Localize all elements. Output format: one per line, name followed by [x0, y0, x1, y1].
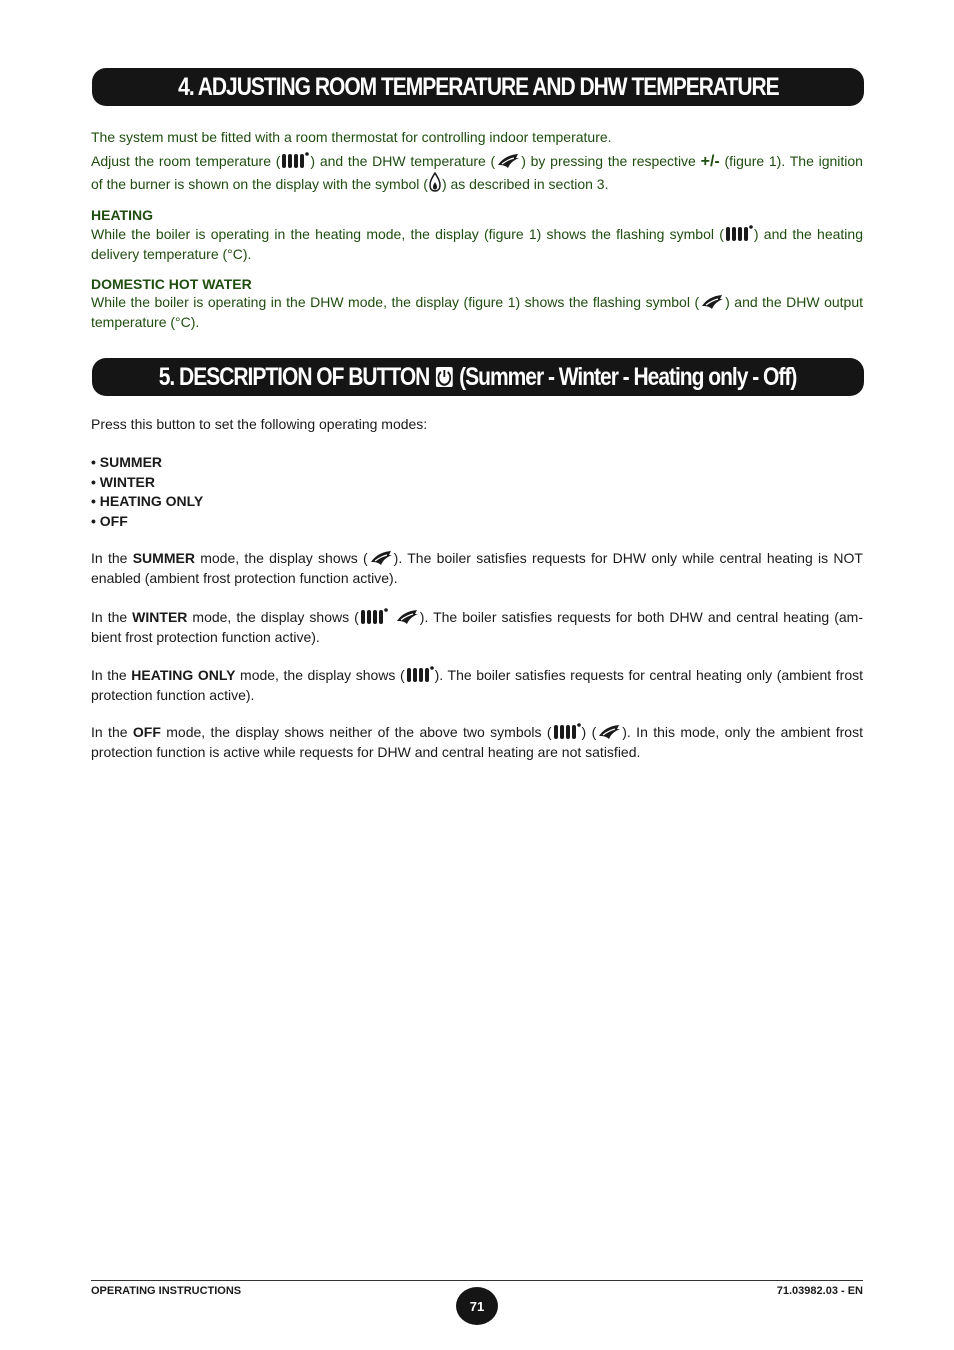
- paragraph-off: In the OFF mode, the display shows neither of the above two symbols ( ) ( ). In this mode, only the ambient frost protection function is active while requests for DHW and central heating are not satisfied.: [91, 724, 863, 760]
- radiator-icon: [553, 722, 581, 740]
- section-5-title: 5. DESCRIPTION OF BUTTON (Summer - Winter - Heating only - Off): [159, 362, 797, 391]
- power-icon: [435, 366, 453, 388]
- list-item: • HEATING ONLY: [91, 493, 204, 509]
- paragraph-thermostat: The system must be fitted with a room thermostat for controlling indoor temperature.: [91, 129, 612, 145]
- radiator-icon: [360, 607, 388, 625]
- flame-icon: [429, 172, 441, 192]
- section-5-banner: [92, 358, 864, 396]
- list-item: • OFF: [91, 512, 128, 529]
- list-item: • SUMMER: [91, 454, 163, 470]
- paragraph-heating-only: In the HEATING ONLY mode, the display shows ( ). The boiler satisfies requests for central heating only (ambient frost protection function active).: [91, 667, 864, 703]
- radiator-icon: [281, 151, 309, 169]
- section-4-title: 4. ADJUSTING ROOM TEMPERATURE AND DHW TEMPERATURE: [177, 72, 779, 101]
- dhw-block: DOMESTIC HOT WATER While the boiler is operating in the DHW mode, the display (figure 1) shows the flashing symbol ( ) and the DHW output temperature (°C).: [91, 276, 863, 330]
- tap-icon: [496, 153, 520, 169]
- page-number: 71: [456, 1287, 498, 1325]
- paragraph-adjust: Adjust the room temperature ( ) and the DHW temperature ( ) by pressing the respective +/- (figure 1). The ignition of the burner is shown on the display with the symbol ( ) as described in section 3.: [91, 153, 863, 192]
- section-4-banner: [92, 68, 864, 106]
- tap-icon: [369, 550, 393, 566]
- modes-list: [91, 453, 203, 531]
- radiator-icon: [725, 224, 753, 242]
- paragraph-summer: In the SUMMER mode, the display shows ( ). The boiler satisfies requests for DHW only while central heating is NOT enabled (ambient frost protection function active).: [91, 550, 863, 586]
- tap-icon: [395, 609, 419, 625]
- heating-heading: HEATING: [91, 207, 153, 223]
- section-5-intro: Press this button to set the following operating modes:: [91, 416, 428, 432]
- radiator-icon: [406, 665, 434, 683]
- footer-divider: [91, 1280, 863, 1281]
- list-item: • WINTER: [91, 473, 156, 490]
- paragraph-winter: In the WINTER mode, the display shows ( ). The boiler satisfies requests for both DHW and central heating (am-bient frost protection function active).: [91, 609, 863, 645]
- footer-doc-code: 71.03982.03 - EN: [776, 1285, 863, 1297]
- footer-left: OPERATING INSTRUCTIONS: [91, 1285, 242, 1297]
- dhw-heading: DOMESTIC HOT WATER: [91, 276, 252, 292]
- tap-icon: [597, 724, 621, 740]
- heating-block: HEATING While the boiler is operating in the heating mode, the display (figure 1) shows the flashing symbol ( ) and the heating delivery temperature (°C).: [91, 207, 863, 262]
- tap-icon: [700, 294, 724, 310]
